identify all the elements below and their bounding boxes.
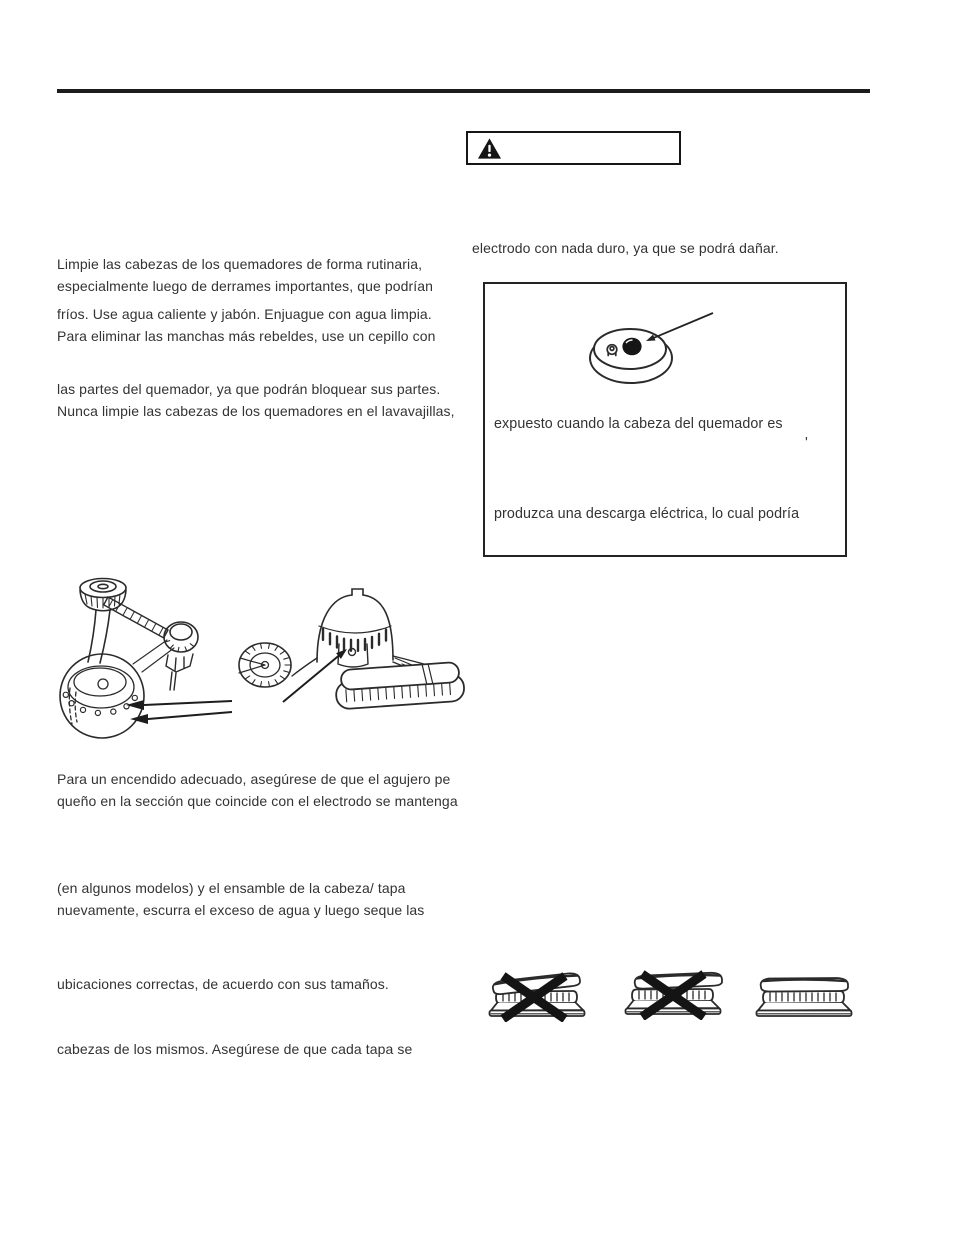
pointer-arrow: [646, 313, 713, 341]
body-paragraph: [57, 254, 433, 297]
burner-cap-misaligned-figure: [486, 972, 588, 1022]
paragraph-line: especialmente luego de derrames importantes, que podrían: [57, 277, 434, 294]
paragraph-line: (en algunos modelos) y el ensamble de la cabeza/ tapa: [57, 880, 406, 896]
stray-apostrophe: ': [805, 434, 808, 451]
body-paragraph: [57, 769, 458, 812]
burner-head-cap-illustration: [239, 589, 465, 709]
electrode-blob: [622, 338, 641, 356]
paragraph-line: cabezas de los mismos. Asegúrese de que cada tapa se: [57, 1041, 413, 1057]
paragraph-line: Nunca limpie las cabezas de los quemadores en el lavavajillas,: [57, 402, 455, 419]
paragraph-line: ubicaciones correctas, de acuerdo con sus tamaños.: [57, 976, 389, 992]
paragraph-line: Para eliminar las manchas más rebeldes, use un cepillo con: [57, 327, 436, 344]
paragraph-line: Limpie las cabezas de los quemadores de forma rutinaria,: [57, 256, 423, 272]
paragraph-line: las partes del quemador, ya que podrán bloquear sus partes.: [57, 381, 441, 397]
burner-orifice-illustration: [60, 579, 198, 739]
warning-box: [466, 131, 681, 165]
section-rule: [57, 89, 870, 93]
body-paragraph: [57, 1039, 412, 1061]
warning-triangle-icon: [477, 137, 502, 160]
body-paragraph: [57, 974, 389, 996]
paragraph-line: fríos. Use agua caliente y jabón. Enjuague con agua limpia.: [57, 306, 432, 322]
body-paragraph: [57, 878, 424, 921]
paragraph-line: nuevamente, escurra el exceso de agua y luego seque las: [57, 901, 425, 918]
burner-cap-raised-figure: [622, 970, 724, 1020]
burner-cap-correct-figure: [753, 972, 855, 1022]
body-paragraph: [57, 379, 455, 422]
figure-caption-line: produzca una descarga eléctrica, lo cual podría: [494, 506, 800, 522]
body-paragraph: [57, 304, 436, 347]
paragraph-line: Para un encendido adecuado, asegúrese de que el agujero pe: [57, 771, 451, 787]
burner-assembly-diagram: [50, 566, 470, 750]
figure-caption-line: expuesto cuando la cabeza del quemador es: [494, 416, 783, 432]
electrode-figure-box: [483, 282, 847, 557]
paragraph-line: electrodo con nada duro, ya que se podrá dañar.: [472, 240, 779, 256]
body-paragraph: [472, 238, 779, 260]
alignment-arrows: [126, 700, 232, 724]
burner-base-electrode-illustration: [585, 303, 720, 395]
paragraph-line: queño en la sección que coincide con el electrodo se mantenga: [57, 792, 458, 809]
